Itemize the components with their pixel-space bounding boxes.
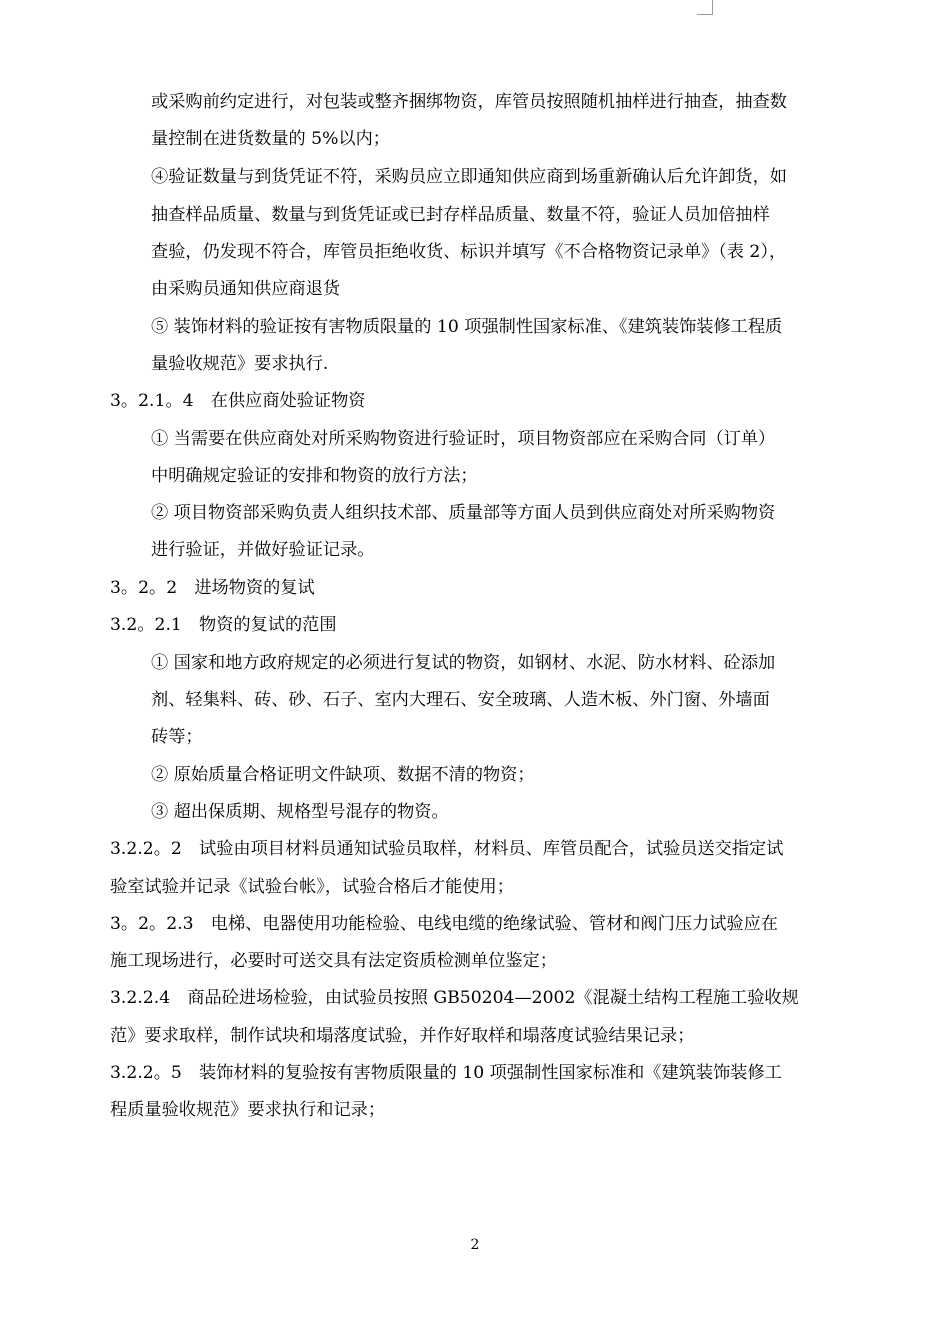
paragraph-line: 范》要求取样，制作试块和塌落度试验，并作好取样和塌落度试验结果记录； [110,1026,695,1046]
page-corner-mark [712,0,713,15]
text-line: 量验收规范》要求执行. [151,354,329,374]
paragraph-line: 3.2.2.4 商品砼进场检验，由试验员按照 GB50204—2002《混凝土结构工程施工验收规 [110,988,799,1008]
text-line: ② 项目物资部采购负责人组织技术部、质量部等方面人员到供应商处对所采购物资 [151,503,776,523]
text-line: 砖等； [151,727,203,747]
paragraph-line: 施工现场进行，必要时可送交具有法定资质检测单位鉴定； [110,951,557,971]
section-heading: 3.2。2.1 物资的复试的范围 [110,615,337,635]
page-corner-mark [697,14,712,15]
section-heading: 3。2.1。4 在供应商处验证物资 [110,391,366,411]
section-heading: 3。2。2 进场物资的复试 [110,578,315,598]
text-line: 中明确规定验证的安排和物资的放行方法； [151,466,478,486]
page-number: 2 [470,1237,480,1253]
text-line: ③ 超出保质期、规格型号混存的物资。 [151,802,449,822]
text-line: ④验证数量与到货凭证不符，采购员应立即通知供应商到场重新确认后允许卸货，如 [151,167,787,187]
paragraph-line: 3.2.2。2 试验由项目材料员通知试验员取样，材料员、库管员配合，试验员送交指定试 [110,839,784,859]
text-line: 抽查样品质量、数量与到货凭证或已封存样品质量、数量不符，验证人员加倍抽样 [151,205,770,225]
paragraph-line: 程质量验收规范》要求执行和记录； [110,1100,386,1120]
text-line: ⑤ 装饰材料的验证按有害物质限量的 10 项强制性国家标准、《建筑装饰装修工程质 [151,317,783,337]
text-line: ① 国家和地方政府规定的必须进行复试的物资，如钢材、水泥、防水材料、砼添加 [151,653,776,673]
text-line: 或采购前约定进行，对包装或整齐捆绑物资，库管员按照随机抽样进行抽查，抽查数 [151,92,787,112]
paragraph-line: 3.2.2。5 装饰材料的复验按有害物质限量的 10 项强制性国家标准和《建筑装饰装修工 [110,1063,782,1083]
paragraph-line: 验室试验并记录《试验台帐》，试验合格后才能使用； [110,877,514,897]
text-line: 查验，仍发现不符合，库管员拒绝收货、标识并填写《不合格物资记录单》（表 2）， [151,242,787,262]
text-line: ① 当需要在供应商处对所采购物资进行验证时，项目物资部应在采购合同（订单） [151,429,776,449]
text-line: 剂、轻集料、砖、砂、石子、室内大理石、安全玻璃、人造木板、外门窗、外墙面 [151,690,770,710]
text-line: 由采购员通知供应商退货 [151,279,341,299]
paragraph-line: 3。2。2.3 电梯、电器使用功能检验、电线电缆的绝缘试验、管材和阀门压力试验应在 [110,914,778,934]
text-line: 量控制在进货数量的 5%以内； [151,129,390,149]
text-line: 进行验证，并做好验证记录。 [151,540,375,560]
text-line: ② 原始质量合格证明文件缺项、数据不清的物资； [151,765,535,785]
